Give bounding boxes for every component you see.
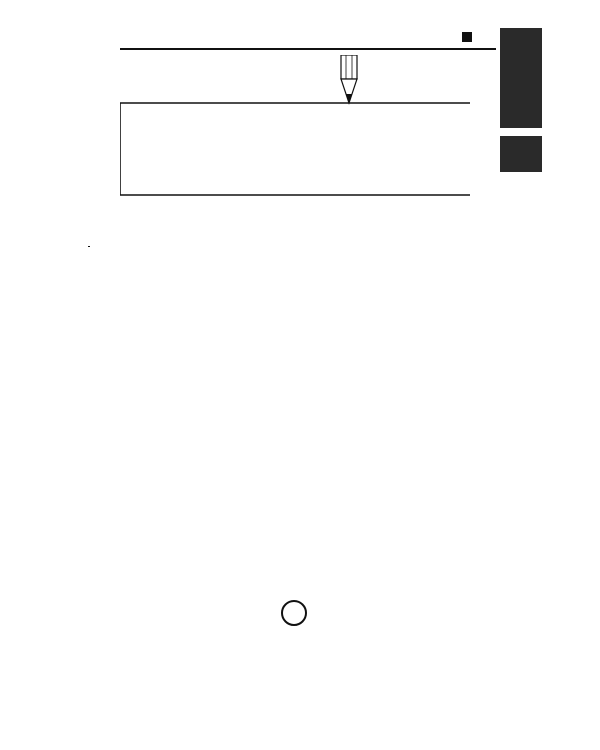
square-bullet-icon xyxy=(462,32,472,42)
equation-1-1 xyxy=(90,380,500,420)
section-mark xyxy=(281,600,307,626)
inline-fraction xyxy=(88,246,90,247)
pencil-icon xyxy=(341,55,357,103)
header-rule xyxy=(120,48,496,50)
paragraph-1 xyxy=(86,237,498,256)
ruler-figure xyxy=(120,55,470,200)
chapter-side-tab xyxy=(500,28,542,128)
fraction-numerator xyxy=(88,246,90,247)
chapter-tab-letters xyxy=(500,28,542,32)
running-header xyxy=(120,26,496,48)
ruler-outline xyxy=(120,103,470,195)
chapter-number-tab xyxy=(500,136,542,172)
